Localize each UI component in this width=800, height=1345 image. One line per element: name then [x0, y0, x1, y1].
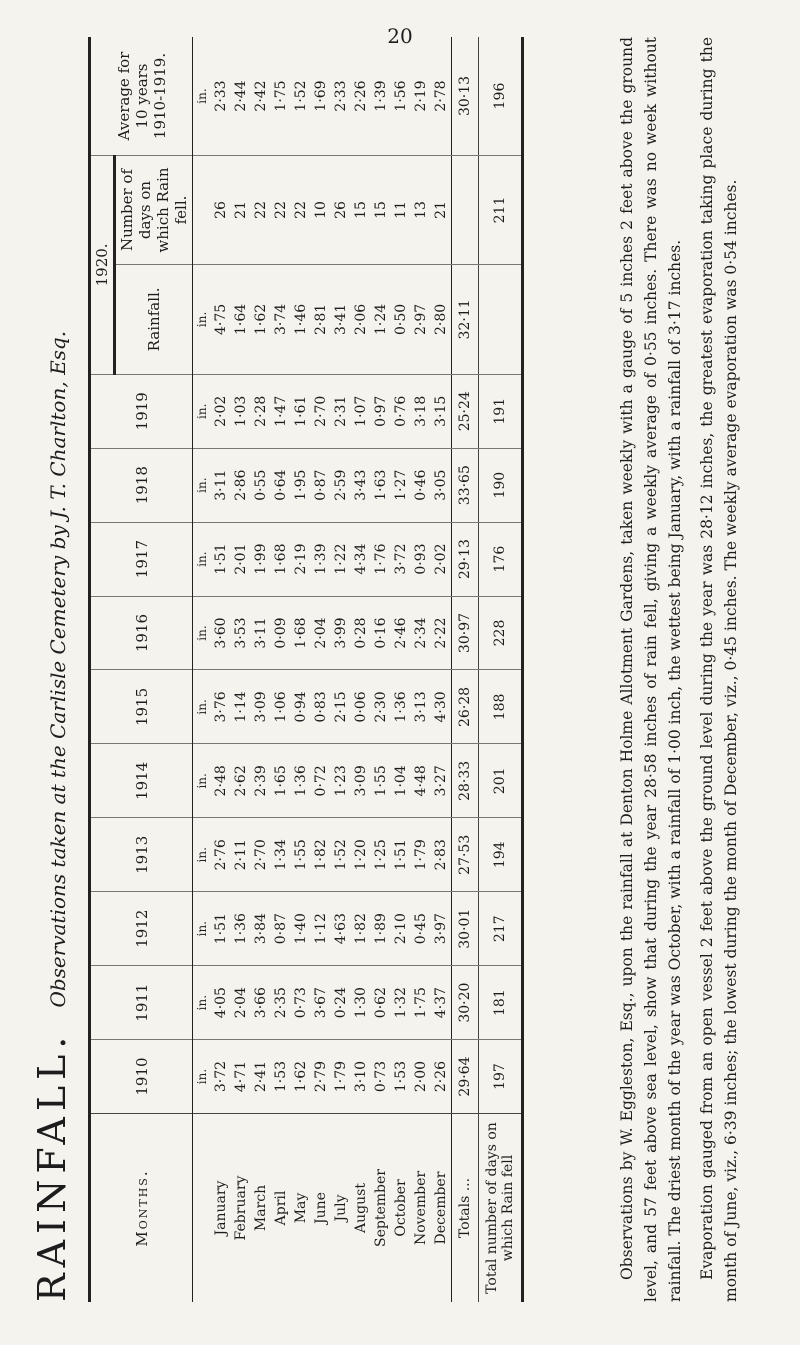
table-row [351, 37, 371, 1302]
value-cell: 10 [311, 156, 331, 265]
note-paragraph: Observations by W. Eggleston, Esq., upon the rainfall at Denton Holme Allotment Gardens, taken weekly with a gauge of 5 inches 2 feet above the ground level, and 57 feet above sea level, show that during the year 28·58 inches of rain fell, giving a weekly average of 0·55 inches. There was no week without rainfall. The driest month of the year was October, with a rainfall of 1·00 inch, the wettest being January, with a rainfall of 3·17 inches. [618, 37, 684, 1302]
page-title: RAINFALL. [30, 1030, 74, 1302]
page-number: 20 [387, 24, 413, 48]
value-cell: 1·63 [371, 448, 391, 522]
unit-cell: in. [193, 670, 212, 744]
unit-cell: in. [193, 1040, 212, 1114]
value-cell: 2·26 [353, 80, 369, 112]
value-cell: 2·81 [311, 265, 331, 375]
value-cell: 1·24 [371, 265, 391, 375]
value-cell: 0·64 [271, 448, 291, 522]
value-cell: 0·73 [371, 1040, 391, 1114]
value-cell: 28·33 [452, 744, 479, 818]
value-cell: 1·99 [251, 522, 271, 596]
value-cell: 2·00 [411, 1040, 431, 1114]
value-cell: 0·55 [251, 448, 271, 522]
value-cell: 1·55 [371, 744, 391, 818]
value-cell: 2·01 [231, 522, 251, 596]
value-cell: 2·19 [413, 80, 429, 112]
year-header: 1918 [90, 448, 193, 522]
table-row [331, 37, 351, 1302]
value-cell: 32·11 [452, 265, 479, 375]
unit-cell: in. [193, 374, 212, 448]
value-cell: 0·46 [411, 448, 431, 522]
year-header: 1910 [90, 1040, 193, 1114]
value-cell: 2·35 [271, 966, 291, 1040]
year-header: 1912 [90, 892, 193, 966]
value-cell: 13 [411, 156, 431, 265]
table-row [431, 37, 452, 1302]
value-cell: 2·02 [431, 522, 452, 596]
value-cell: 2·19 [291, 522, 311, 596]
unit-cell: in. [193, 596, 212, 670]
value-cell: 211 [479, 156, 523, 265]
value-cell: 196 [479, 37, 523, 156]
table-row [391, 37, 411, 1302]
value-cell: 3·09 [251, 670, 271, 744]
value-cell: 29·13 [452, 522, 479, 596]
value-cell: 2·41 [251, 1040, 271, 1114]
value-cell: 25·24 [452, 374, 479, 448]
value-cell: 2·33 [333, 80, 349, 112]
value-cell: 1·32 [391, 966, 411, 1040]
year-header: 1916 [90, 596, 193, 670]
value-cell: 2·33 [213, 80, 229, 112]
year-header: 1914 [90, 744, 193, 818]
unit-cell: in. [195, 88, 209, 104]
value-cell [479, 265, 523, 375]
row-label: July [331, 1114, 351, 1303]
value-cell: 1·39 [373, 80, 389, 112]
row-label: June [311, 1114, 331, 1303]
unit-cell: in. [193, 265, 212, 375]
value-cell: 0·87 [271, 892, 291, 966]
value-cell: 3·72 [211, 1040, 231, 1114]
notes [615, 37, 751, 1302]
group-1920-header: 1920. [90, 156, 115, 375]
row-label: August [351, 1114, 371, 1303]
value-cell: 4·34 [351, 522, 371, 596]
value-cell: 1·53 [391, 1040, 411, 1114]
value-cell: 2·83 [431, 818, 452, 892]
value-cell: 1·75 [273, 80, 289, 112]
value-cell: 1·68 [291, 596, 311, 670]
year-header: 1911 [90, 966, 193, 1040]
value-cell: 26·28 [452, 670, 479, 744]
value-cell: 3·27 [431, 744, 452, 818]
value-cell: 1·62 [251, 265, 271, 375]
value-cell: 3·41 [331, 265, 351, 375]
value-cell: 1·79 [331, 1040, 351, 1114]
value-cell: 3·60 [211, 596, 231, 670]
value-cell: 11 [391, 156, 411, 265]
value-cell: 2·04 [231, 966, 251, 1040]
value-cell: 0·62 [371, 966, 391, 1040]
value-cell: 30·13 [452, 37, 479, 156]
value-cell: 3·67 [311, 966, 331, 1040]
value-cell: 2·04 [311, 596, 331, 670]
row-label: November [411, 1114, 431, 1303]
row-label: May [291, 1114, 311, 1303]
days-total-row [479, 37, 523, 1302]
value-cell: 3·43 [351, 448, 371, 522]
value-cell: 2·48 [211, 744, 231, 818]
value-cell: 21 [431, 156, 452, 265]
table-row [291, 37, 311, 1302]
unit-row [193, 37, 212, 1302]
table-row [271, 37, 291, 1302]
value-cell: 1·39 [311, 522, 331, 596]
value-cell: 1·12 [311, 892, 331, 966]
value-cell: 228 [479, 596, 523, 670]
value-cell: 2·80 [431, 265, 452, 375]
value-cell: 1·51 [391, 818, 411, 892]
value-cell: 3·10 [351, 1040, 371, 1114]
value-cell: 1·76 [371, 522, 391, 596]
value-cell: 22 [271, 156, 291, 265]
value-cell: 194 [479, 818, 523, 892]
value-cell: 1·51 [211, 522, 231, 596]
row-label: February [231, 1114, 251, 1303]
value-cell: 217 [479, 892, 523, 966]
value-cell: 2·02 [211, 374, 231, 448]
value-cell: 2·15 [331, 670, 351, 744]
value-cell: 0·06 [351, 670, 371, 744]
value-cell: 1·07 [351, 374, 371, 448]
value-cell: 0·87 [311, 448, 331, 522]
value-cell: 2·59 [331, 448, 351, 522]
value-cell: 2·28 [251, 374, 271, 448]
value-cell: 190 [479, 448, 523, 522]
value-cell: 30·01 [452, 892, 479, 966]
value-cell: 3·09 [351, 744, 371, 818]
value-cell: 1·52 [293, 80, 309, 112]
value-cell: 4·05 [211, 966, 231, 1040]
value-cell: 2·76 [211, 818, 231, 892]
row-label: October [391, 1114, 411, 1303]
value-cell: 1·95 [291, 448, 311, 522]
value-cell: 3·53 [231, 596, 251, 670]
value-cell: 0·73 [291, 966, 311, 1040]
value-cell: 1·89 [371, 892, 391, 966]
value-cell: 2·06 [351, 265, 371, 375]
value-cell: 0·94 [291, 670, 311, 744]
value-cell: 1·36 [291, 744, 311, 818]
value-cell: 1·03 [231, 374, 251, 448]
value-cell: 0·45 [411, 892, 431, 966]
value-cell: 1·82 [311, 818, 331, 892]
value-cell: 1·46 [291, 265, 311, 375]
value-cell: 4·63 [331, 892, 351, 966]
value-cell: 181 [479, 966, 523, 1040]
row-label: Total number of days on which Rain fell [479, 1114, 523, 1303]
value-cell: 2·70 [251, 818, 271, 892]
unit-cell: in. [193, 744, 212, 818]
value-cell: 0·93 [411, 522, 431, 596]
value-cell: 1·55 [291, 818, 311, 892]
table-row [231, 37, 251, 1302]
value-cell: 2·79 [311, 1040, 331, 1114]
value-cell: 15 [351, 156, 371, 265]
value-cell: 0·97 [371, 374, 391, 448]
value-cell: 4·30 [431, 670, 452, 744]
unit-cell [193, 1114, 212, 1303]
table-row [371, 37, 391, 1302]
row-label: Totals ... [452, 1114, 479, 1303]
value-cell: 0·16 [371, 596, 391, 670]
value-cell: 4·48 [411, 744, 431, 818]
value-cell: 0·50 [391, 265, 411, 375]
rotated-page-content [30, 22, 770, 1302]
value-cell: 1·30 [351, 966, 371, 1040]
unit-cell: in. [193, 892, 212, 966]
value-cell: 3·18 [411, 374, 431, 448]
value-cell: 2·86 [231, 448, 251, 522]
unit-cell: in. [193, 522, 212, 596]
value-cell: 0·24 [331, 966, 351, 1040]
table-body [193, 37, 523, 1302]
value-cell: 3·99 [331, 596, 351, 670]
value-cell: 30·97 [452, 596, 479, 670]
value-cell: 1·14 [231, 670, 251, 744]
value-cell: 1·36 [231, 892, 251, 966]
value-cell: 2·31 [331, 374, 351, 448]
value-cell: 1·36 [391, 670, 411, 744]
value-cell: 0·83 [311, 670, 331, 744]
value-cell: 1·40 [291, 892, 311, 966]
value-cell: 30·20 [452, 966, 479, 1040]
value-cell: 26 [211, 156, 231, 265]
value-cell: 22 [291, 156, 311, 265]
months-header: Months. [90, 1114, 193, 1303]
value-cell: 2·44 [233, 80, 249, 112]
table-row [411, 37, 431, 1302]
year-header: 1917 [90, 522, 193, 596]
value-cell: 2·97 [411, 265, 431, 375]
value-cell: 3·13 [411, 670, 431, 744]
value-cell: 3·72 [391, 522, 411, 596]
value-cell: 1·64 [231, 265, 251, 375]
value-cell: 1·82 [351, 892, 371, 966]
page-subtitle: Observations taken at the Carlisle Cemetery by J. T. Charlton, Esq. [46, 330, 70, 1008]
value-cell: 3·11 [251, 596, 271, 670]
value-cell: 21 [231, 156, 251, 265]
value-cell: 2·46 [391, 596, 411, 670]
note-paragraph: Evaporation gauged from an open vessel 2 feet above the ground level during the year was 28·12 inches, the greatest evaporation taking place during the month of June, viz., 6·39 inches; the lowest during the month of December, viz., 0·45 inches. The weekly average evaporation was 0·54 inches. [698, 37, 740, 1302]
value-cell: 1·20 [351, 818, 371, 892]
value-cell: 2·70 [311, 374, 331, 448]
value-cell: 1·62 [291, 1040, 311, 1114]
value-cell: 0·76 [391, 374, 411, 448]
value-cell: 2·62 [231, 744, 251, 818]
totals-row [452, 37, 479, 1302]
title-row [30, 22, 74, 1302]
value-cell: 1·04 [391, 744, 411, 818]
value-cell: 1·61 [291, 374, 311, 448]
value-cell: 1·51 [211, 892, 231, 966]
value-cell: 22 [251, 156, 271, 265]
value-cell: 29·64 [452, 1040, 479, 1114]
value-cell: 15 [371, 156, 391, 265]
value-cell: 1·69 [313, 80, 329, 112]
value-cell: 2·34 [411, 596, 431, 670]
value-cell: 1·65 [271, 744, 291, 818]
value-cell: 3·11 [211, 448, 231, 522]
row-label: April [271, 1114, 291, 1303]
value-cell: 4·71 [231, 1040, 251, 1114]
value-cell: 3·15 [431, 374, 452, 448]
value-cell: 197 [479, 1040, 523, 1114]
row-label: December [431, 1114, 452, 1303]
row-label: March [251, 1114, 271, 1303]
value-cell: 1·52 [331, 818, 351, 892]
unit-cell: in. [193, 448, 212, 522]
value-cell: 1·75 [411, 966, 431, 1040]
value-cell: 3·66 [251, 966, 271, 1040]
unit-cell: in. [193, 818, 212, 892]
value-cell: 3·84 [251, 892, 271, 966]
value-cell: 0·28 [351, 596, 371, 670]
row-label: September [371, 1114, 391, 1303]
value-cell: 2·39 [251, 744, 271, 818]
value-cell: 188 [479, 670, 523, 744]
unit-cell [193, 156, 212, 265]
value-cell: 1·79 [411, 818, 431, 892]
value-cell: 27·53 [452, 818, 479, 892]
average-header: Average for 10 years 1910-1919. [90, 37, 193, 156]
value-cell: 1·06 [271, 670, 291, 744]
table-row [211, 37, 231, 1302]
value-cell: 2·30 [371, 670, 391, 744]
value-cell: 3·74 [271, 265, 291, 375]
days-1920-header: Number of days on which Rain fell. [115, 156, 193, 265]
value-cell: 191 [479, 374, 523, 448]
value-cell [452, 156, 479, 265]
value-cell: 2·22 [431, 596, 452, 670]
value-cell: 1·23 [331, 744, 351, 818]
value-cell: 26 [331, 156, 351, 265]
unit-cell: in. [193, 966, 212, 1040]
value-cell: 3·97 [431, 892, 452, 966]
value-cell: 2·26 [431, 1040, 452, 1114]
year-header: 1915 [90, 670, 193, 744]
value-cell: 2·78 [433, 80, 449, 112]
header-row-1 [90, 37, 115, 1302]
table-row [311, 37, 331, 1302]
value-cell: 3·05 [431, 448, 452, 522]
value-cell: 2·10 [391, 892, 411, 966]
value-cell: 1·56 [393, 80, 409, 112]
rainfall-1920-header: Rainfall. [115, 265, 193, 375]
value-cell: 33·65 [452, 448, 479, 522]
value-cell: 3·76 [211, 670, 231, 744]
rainfall-table [88, 37, 524, 1302]
year-header: 1913 [90, 818, 193, 892]
value-cell: 2·42 [253, 80, 269, 112]
table-row [251, 37, 271, 1302]
value-cell: 176 [479, 522, 523, 596]
row-label: January [211, 1114, 231, 1303]
value-cell: 1·53 [271, 1040, 291, 1114]
value-cell: 1·68 [271, 522, 291, 596]
value-cell: 4·75 [211, 265, 231, 375]
value-cell: 0·72 [311, 744, 331, 818]
value-cell: 201 [479, 744, 523, 818]
value-cell: 1·34 [271, 818, 291, 892]
year-header: 1919 [90, 374, 193, 448]
value-cell: 0·09 [271, 596, 291, 670]
value-cell: 2·11 [231, 818, 251, 892]
value-cell: 1·25 [371, 818, 391, 892]
value-cell: 4·37 [431, 966, 452, 1040]
value-cell: 1·27 [391, 448, 411, 522]
value-cell: 1·47 [271, 374, 291, 448]
value-cell: 1·22 [331, 522, 351, 596]
